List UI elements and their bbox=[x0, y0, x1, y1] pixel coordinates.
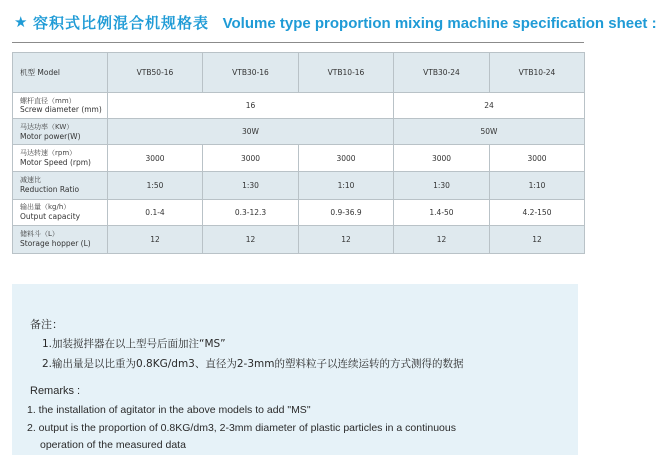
table-cell: 1:50 bbox=[108, 171, 203, 199]
reduction-label: 减速比 Reduction Ratio bbox=[13, 171, 108, 199]
table-cell: 12 bbox=[203, 225, 299, 253]
screw-label: 螺杆直径（mm） Screw diameter (mm) bbox=[13, 93, 108, 119]
motor-speed-label: 马达转速（rpm） Motor Speed (rpm) bbox=[13, 145, 108, 171]
table-cell: 12 bbox=[490, 225, 585, 253]
table-cell: 1.4-50 bbox=[394, 199, 490, 225]
model-label: 机型 Model bbox=[13, 53, 108, 93]
page-title bbox=[14, 12, 657, 38]
motor-power-label: 马达功率（KW） Motor power(W) bbox=[13, 119, 108, 145]
model-vtb30-16: VTB30-16 bbox=[203, 53, 299, 93]
table-row-output bbox=[13, 199, 585, 225]
remark-english-1: 1. the installation of agitator in the above models to add "MS" bbox=[27, 404, 311, 416]
remarks-heading-english: Remarks : bbox=[30, 385, 81, 397]
remark-english-2-continued: operation of the measured data bbox=[40, 439, 186, 451]
table-cell: 0.9-36.9 bbox=[299, 199, 394, 225]
remarks-heading-chinese: 备注： bbox=[30, 318, 63, 331]
table-cell: 1:30 bbox=[203, 171, 299, 199]
table-cell: 3000 bbox=[490, 145, 585, 171]
title-divider bbox=[12, 42, 584, 43]
model-vtb30-24: VTB30-24 bbox=[394, 53, 490, 93]
table-row-hopper bbox=[13, 225, 585, 253]
remarks-panel bbox=[12, 284, 578, 455]
motor-power-group-b: 50W bbox=[394, 119, 585, 145]
table-cell: 1:30 bbox=[394, 171, 490, 199]
remark-english-2: 2. output is the proportion of 0.8KG/dm3, 2-3mm diameter of plastic particles in a continuous bbox=[27, 422, 456, 434]
title-english: Volume type proportion mixing machine specification sheet : bbox=[222, 15, 657, 32]
table-cell: 3000 bbox=[203, 145, 299, 171]
table-row-screw bbox=[13, 93, 585, 119]
model-vtb10-24: VTB10-24 bbox=[490, 53, 585, 93]
table-cell: 1:10 bbox=[490, 171, 585, 199]
table-cell: 3000 bbox=[299, 145, 394, 171]
output-label: 输出量（kg/h） Output capacity bbox=[13, 199, 108, 225]
motor-power-group-a: 30W bbox=[108, 119, 394, 145]
table-cell: 3000 bbox=[394, 145, 490, 171]
table-row-motor-speed bbox=[13, 145, 585, 171]
model-vtb10-16: VTB10-16 bbox=[299, 53, 394, 93]
star-icon: ★ bbox=[14, 13, 28, 31]
specification-table bbox=[12, 52, 585, 254]
table-row-reduction bbox=[13, 171, 585, 199]
remark-chinese-2: 2.输出量是以比重为0.8KG/dm3、直径为2-3mm的塑料粒子以连续运转的方式测得的数据 bbox=[42, 358, 464, 370]
table-cell: 4.2-150 bbox=[490, 199, 585, 225]
table-cell: 12 bbox=[394, 225, 490, 253]
screw-value-group-b: 24 bbox=[394, 93, 585, 119]
hopper-label: 储料斗（L） Storage hopper (L) bbox=[13, 225, 108, 253]
title-chinese: 容积式比例混合机规格表 bbox=[33, 14, 210, 32]
table-cell: 0.3-12.3 bbox=[203, 199, 299, 225]
screw-value-group-a: 16 bbox=[108, 93, 394, 119]
table-cell: 1:10 bbox=[299, 171, 394, 199]
table-cell: 3000 bbox=[108, 145, 203, 171]
table-cell: 0.1-4 bbox=[108, 199, 203, 225]
table-row-model bbox=[13, 53, 585, 93]
table-row-motor-power bbox=[13, 119, 585, 145]
table-cell: 12 bbox=[108, 225, 203, 253]
table-cell: 12 bbox=[299, 225, 394, 253]
model-vtb50-16: VTB50-16 bbox=[108, 53, 203, 93]
remark-chinese-1: 1.加装搅拌器在以上型号后面加注“MS” bbox=[42, 338, 226, 350]
